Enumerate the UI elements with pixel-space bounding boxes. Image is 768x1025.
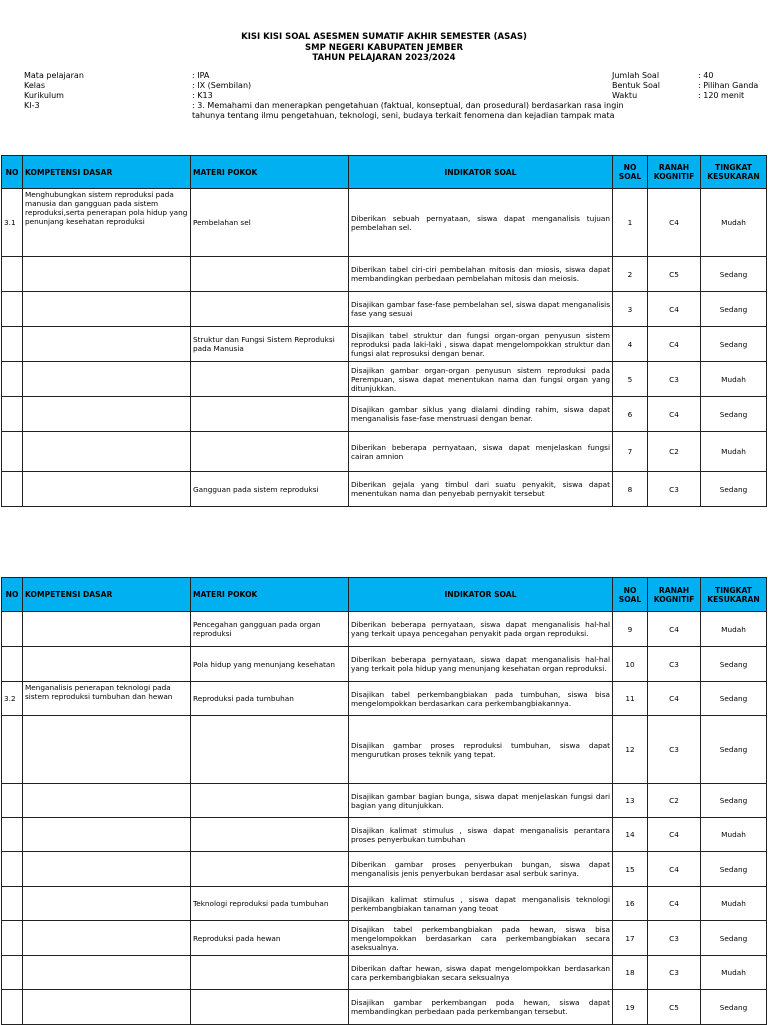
cell-materi — [191, 716, 349, 784]
col-header-kd: KOMPETENSI DASAR — [23, 578, 191, 612]
document-title: KISI KISI SOAL ASESMEN SUMATIF AKHIR SEMESTER (ASAS) — [241, 32, 527, 42]
cell-no — [2, 292, 23, 327]
cell-no-soal: 15 — [613, 852, 648, 887]
table-row — [2, 647, 767, 682]
cell-indikator: Disajikan gambar proses reproduksi tumbuhan, siswa dapat mengurutkan proses teknik yang tepat. — [349, 716, 613, 784]
table-row — [2, 257, 767, 292]
cell-ranah: C3 — [648, 362, 701, 397]
table-row — [2, 990, 767, 1025]
cell-no-soal: 13 — [613, 784, 648, 818]
cell-indikator: Disajikan kalimat stimulus , siswa dapat menganalisis perantara proses penyerbukan tumbuhan — [349, 818, 613, 852]
cell-indikator: Diberikan beberapa pernyataan, siswa dapat menjelaskan fungsi cairan amnion — [349, 432, 613, 472]
cell-kd — [23, 784, 191, 818]
cell-tingkat: Mudah — [701, 956, 767, 990]
cell-tingkat: Sedang — [701, 327, 767, 362]
cell-kd — [23, 472, 191, 507]
cell-materi — [191, 257, 349, 292]
cell-no — [2, 852, 23, 887]
cell-ranah: C4 — [648, 818, 701, 852]
academic-year: TAHUN PELAJARAN 2023/2024 — [312, 53, 456, 63]
cell-materi — [191, 292, 349, 327]
cell-kd — [23, 397, 191, 432]
cell-tingkat: Mudah — [701, 818, 767, 852]
cell-kd: Menghubungkan sistem reproduksi pada manusia dan gangguan pada sistem reproduksi,serta penerapan pola hidup yang penunjang kesehatan reproduksi — [23, 189, 191, 257]
cell-no-soal: 17 — [613, 921, 648, 956]
grid-table-1 — [1, 155, 767, 507]
cell-materi: Gangguan pada sistem reproduksi — [191, 472, 349, 507]
cell-kd — [23, 818, 191, 852]
cell-no — [2, 472, 23, 507]
cell-tingkat: Sedang — [701, 292, 767, 327]
cell-kd: Menganalisis penerapan teknologi pada sistem reproduksi tumbuhan dan hewan — [23, 682, 191, 716]
meta-row-ki3: KI-3 : 3. Memahami dan menerapkan pengetahuan (faktual, konseptual, dan prosedural) berdasarkan rasa ingin tahunya tentang ilmu pengetahuan, teknologi, seni, budaya terkait fenomena dan kejadian tampak mata — [24, 101, 624, 120]
cell-tingkat: Sedang — [701, 990, 767, 1025]
cell-tingkat: Sedang — [701, 921, 767, 956]
cell-no — [2, 990, 23, 1025]
cell-no — [2, 612, 23, 647]
cell-kd — [23, 921, 191, 956]
cell-ranah: C5 — [648, 990, 701, 1025]
table-row — [2, 432, 767, 472]
meta-left — [24, 71, 627, 121]
table-header-row — [2, 156, 767, 189]
cell-kd — [23, 257, 191, 292]
cell-kd — [23, 647, 191, 682]
cell-indikator: Disajikan gambar organ-organ penyusun sistem reproduksi pada Perempuan, siswa dapat menentukan nama dan fungsi organ yang ditunjukkan. — [349, 362, 613, 397]
cell-ranah: C3 — [648, 956, 701, 990]
grid-table-2 — [1, 577, 767, 1025]
cell-kd — [23, 716, 191, 784]
cell-tingkat: Sedang — [701, 472, 767, 507]
cell-materi — [191, 818, 349, 852]
table-row — [2, 472, 767, 507]
col-header-ranah: RANAH KOGNITIF — [648, 578, 701, 612]
cell-materi — [191, 956, 349, 990]
cell-no — [2, 716, 23, 784]
cell-no — [2, 327, 23, 362]
cell-no-soal: 8 — [613, 472, 648, 507]
cell-ranah: C2 — [648, 784, 701, 818]
cell-kd — [23, 327, 191, 362]
cell-ranah: C2 — [648, 432, 701, 472]
cell-kd — [23, 956, 191, 990]
cell-no — [2, 784, 23, 818]
cell-no — [2, 362, 23, 397]
cell-no — [2, 887, 23, 921]
cell-indikator: Disajikan gambar perkembangan poda hewan, siswa dapat membandingkan perbedaan pada perkembangan tersebut. — [349, 990, 613, 1025]
cell-ranah: C4 — [648, 852, 701, 887]
col-header-tingkat: TINGKAT KESUKARAN — [701, 578, 767, 612]
cell-ranah: C4 — [648, 397, 701, 432]
cell-materi: Struktur dan Fungsi Sistem Reproduksi pada Manusia — [191, 327, 349, 362]
cell-kd — [23, 292, 191, 327]
cell-tingkat: Sedang — [701, 784, 767, 818]
table-row — [2, 921, 767, 956]
cell-indikator: Disajikan tabel perkembangbiakan pada tumbuhan, siswa bisa mengelompokkan berdasarkan cara perkembangbiakannya. — [349, 682, 613, 716]
cell-tingkat: Sedang — [701, 852, 767, 887]
table-body-2 — [2, 612, 767, 1025]
col-header-tingkat: TINGKAT KESUKARAN — [701, 156, 767, 189]
cell-no-soal: 2 — [613, 257, 648, 292]
cell-tingkat: Mudah — [701, 432, 767, 472]
meta-row-question-type: Bentuk Soal : Pilihan Ganda — [612, 81, 759, 90]
meta-row-curriculum: Kurikulum : K13 — [24, 91, 213, 100]
col-header-no: NO — [2, 578, 23, 612]
meta-row-question-count: Jumlah Soal : 40 — [612, 71, 714, 80]
cell-no — [2, 432, 23, 472]
table-row — [2, 956, 767, 990]
cell-no-soal: 6 — [613, 397, 648, 432]
cell-indikator: Diberikan sebuah pernyataan, siswa dapat menganalisis tujuan pembelahan sel. — [349, 189, 613, 257]
cell-tingkat: Sedang — [701, 257, 767, 292]
table-header-row — [2, 578, 767, 612]
cell-tingkat: Mudah — [701, 612, 767, 647]
cell-ranah: C4 — [648, 612, 701, 647]
table-row — [2, 362, 767, 397]
cell-no-soal: 3 — [613, 292, 648, 327]
table-row — [2, 784, 767, 818]
table-row — [2, 818, 767, 852]
cell-ranah: C3 — [648, 716, 701, 784]
document-header — [0, 32, 768, 64]
cell-no — [2, 397, 23, 432]
cell-materi: Teknologi reproduksi pada tumbuhan — [191, 887, 349, 921]
cell-materi: Reproduksi pada hewan — [191, 921, 349, 956]
cell-no-soal: 9 — [613, 612, 648, 647]
cell-tingkat: Sedang — [701, 647, 767, 682]
table-row — [2, 716, 767, 784]
col-header-no-soal: NO SOAL — [613, 156, 648, 189]
cell-no-soal: 18 — [613, 956, 648, 990]
cell-no — [2, 921, 23, 956]
col-header-kd: KOMPETENSI DASAR — [23, 156, 191, 189]
table-row — [2, 887, 767, 921]
table-row — [2, 852, 767, 887]
cell-indikator: Diberikan tabel ciri-ciri pembelahan mitosis dan miosis, siswa dapat membandingkan perbedaan pembelahan mitosis dan meiosis. — [349, 257, 613, 292]
cell-materi — [191, 432, 349, 472]
cell-kd — [23, 432, 191, 472]
cell-indikator: Disajikan kalimat stimulus , siswa dapat menganalisis teknologi perkembangbiakan tanaman yang teoat — [349, 887, 613, 921]
cell-no-soal: 12 — [613, 716, 648, 784]
cell-no-soal: 1 — [613, 189, 648, 257]
cell-ranah: C4 — [648, 327, 701, 362]
cell-ranah: C5 — [648, 257, 701, 292]
meta-row-subject: Mata pelajaran : IPA — [24, 71, 210, 80]
cell-ranah: C3 — [648, 647, 701, 682]
table-row — [2, 189, 767, 257]
cell-ranah: C3 — [648, 472, 701, 507]
table-row — [2, 292, 767, 327]
cell-indikator: Disajikan gambar bagian bunga, siswa dapat menjelaskan fungsi dari bagian yang ditunjukkan. — [349, 784, 613, 818]
cell-no-soal: 7 — [613, 432, 648, 472]
cell-kd — [23, 612, 191, 647]
cell-no-soal: 5 — [613, 362, 648, 397]
cell-no-soal: 11 — [613, 682, 648, 716]
cell-materi: Pencegahan gangguan pada organ reproduksi — [191, 612, 349, 647]
cell-kd — [23, 852, 191, 887]
cell-no — [2, 956, 23, 990]
col-header-no-soal: NO SOAL — [613, 578, 648, 612]
cell-indikator: Disajikan tabel perkembangbiakan pada hewan, siswa bisa mengelompokkan berdasarkan cara perkembangbiakan secara aseksualnya. — [349, 921, 613, 956]
cell-no: 3.1 — [2, 189, 23, 257]
cell-indikator: Disajikan gambar fase-fase pembelahan sel, siswa dapat menganalisis fase yang sesuai — [349, 292, 613, 327]
cell-indikator: Disajikan gambar siklus yang dialami dinding rahim, siswa dapat menganalisis fase-fase menstruasi dengan benar. — [349, 397, 613, 432]
cell-kd — [23, 990, 191, 1025]
cell-kd — [23, 887, 191, 921]
cell-indikator: Diberikan gejala yang timbul dari suatu penyakit, siswa dapat menentukan nama dan penyebab pernyakit tersebut — [349, 472, 613, 507]
cell-tingkat: Sedang — [701, 716, 767, 784]
cell-ranah: C4 — [648, 887, 701, 921]
cell-ranah: C4 — [648, 292, 701, 327]
col-header-no: NO — [2, 156, 23, 189]
meta-row-time: Waktu : 120 menit — [612, 91, 745, 100]
cell-tingkat: Mudah — [701, 362, 767, 397]
cell-no — [2, 647, 23, 682]
cell-indikator: Diberikan gambar proses penyerbukan bungan, siswa dapat menganalisis jenis penyerbukan berdasar asal serbuk sarinya. — [349, 852, 613, 887]
cell-no: 3.2 — [2, 682, 23, 716]
table-row — [2, 612, 767, 647]
cell-ranah: C4 — [648, 682, 701, 716]
cell-no-soal: 14 — [613, 818, 648, 852]
cell-materi — [191, 852, 349, 887]
cell-no-soal: 16 — [613, 887, 648, 921]
cell-no-soal: 4 — [613, 327, 648, 362]
cell-tingkat: Sedang — [701, 682, 767, 716]
cell-materi: Reproduksi pada tumbuhan — [191, 682, 349, 716]
cell-tingkat: Mudah — [701, 887, 767, 921]
cell-indikator: Disajikan tabel struktur dan fungsi organ-organ penyusun sistem reproduksi pada laki-laki , siswa dapat mengelompokkan struktur dan fungsi alat reprosuksi dengan benar. — [349, 327, 613, 362]
meta-row-class: Kelas : IX (Sembilan) — [24, 81, 252, 90]
cell-materi — [191, 990, 349, 1025]
cell-indikator: Diberikan beberapa pernyataan, siswa dapat menganalisis hal-hal yang terkait upaya pencegahan penyakit pada organ reproduksi. — [349, 612, 613, 647]
meta-right — [612, 71, 768, 101]
cell-no-soal: 19 — [613, 990, 648, 1025]
col-header-ranah: RANAH KOGNITIF — [648, 156, 701, 189]
col-header-indikator: INDIKATOR SOAL — [349, 578, 613, 612]
cell-materi — [191, 397, 349, 432]
cell-indikator: Diberikan daftar hewan, siswa dapat mengelompokkan berdasarkan cara perkembangbiakan secara seksualnya — [349, 956, 613, 990]
col-header-indikator: INDIKATOR SOAL — [349, 156, 613, 189]
cell-materi: Pembelahan sel — [191, 189, 349, 257]
cell-kd — [23, 362, 191, 397]
table-row — [2, 327, 767, 362]
table-row — [2, 682, 767, 716]
cell-no — [2, 257, 23, 292]
cell-materi — [191, 784, 349, 818]
cell-ranah: C4 — [648, 189, 701, 257]
cell-no — [2, 818, 23, 852]
cell-ranah: C3 — [648, 921, 701, 956]
table-body-1 — [2, 189, 767, 507]
cell-tingkat: Sedang — [701, 397, 767, 432]
col-header-materi: MATERI POKOK — [191, 156, 349, 189]
cell-materi — [191, 362, 349, 397]
cell-materi: Pola hidup yang menunjang kesehatan — [191, 647, 349, 682]
school-name: SMP NEGERI KABUPATEN JEMBER — [305, 42, 463, 53]
cell-tingkat: Mudah — [701, 189, 767, 257]
cell-indikator: Diberikan beberapa pernyataan, siswa dapat menganalisis hal-hal yang terkait pola hidup yang menunjang kesehatan organ reproduksi. — [349, 647, 613, 682]
table-row — [2, 397, 767, 432]
cell-no-soal: 10 — [613, 647, 648, 682]
col-header-materi: MATERI POKOK — [191, 578, 349, 612]
